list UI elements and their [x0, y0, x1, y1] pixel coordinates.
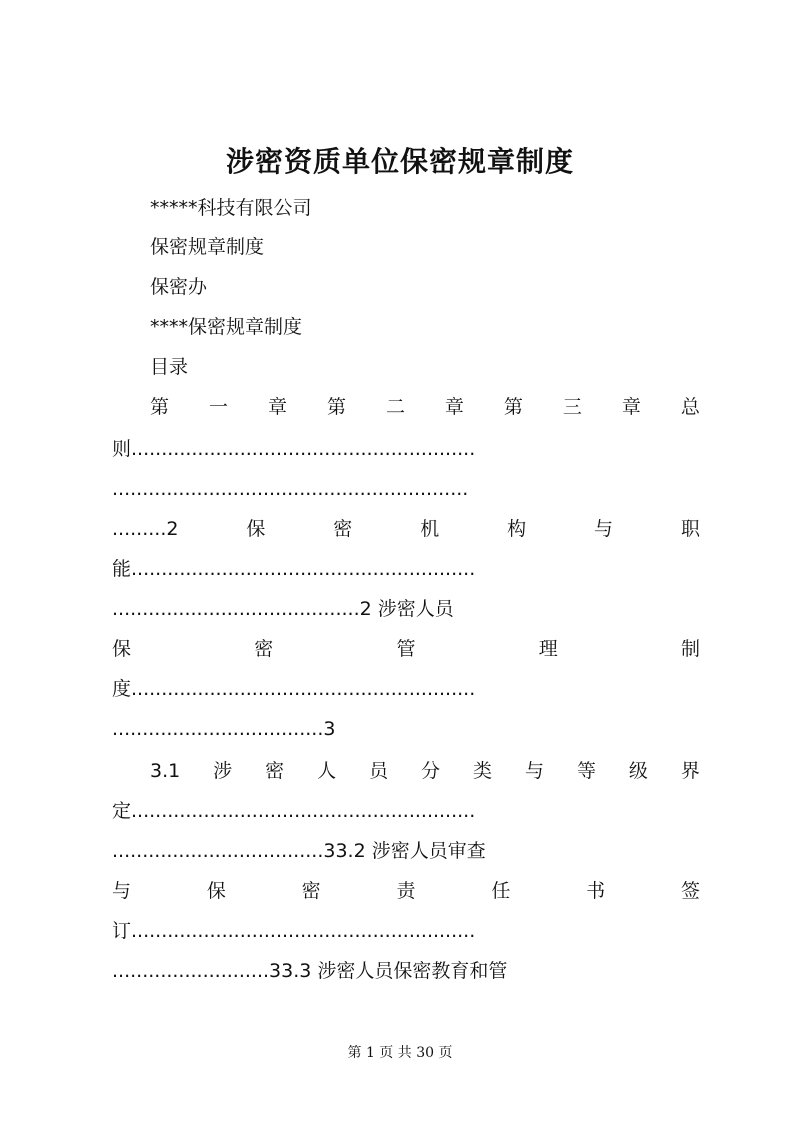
- toc-char: 章: [444, 396, 464, 418]
- toc-line-justified: [112, 511, 700, 547]
- toc-char: 第: [326, 396, 346, 418]
- toc-dots-line: 定.........................................................: [112, 800, 476, 822]
- toc-line-justified: [112, 631, 700, 667]
- toc-char: 第: [150, 396, 170, 418]
- toc-line-justified: [150, 753, 700, 789]
- toc-char: 二: [385, 396, 405, 418]
- toc-char: 构: [507, 518, 527, 540]
- toc-char: 等: [576, 760, 596, 782]
- toc-char: 章: [621, 396, 641, 418]
- toc-char: 类: [473, 760, 493, 782]
- toc-char: 与: [524, 760, 544, 782]
- toc-dots-line: 订.........................................................: [112, 920, 476, 942]
- toc-char: 责: [396, 880, 416, 902]
- toc-char: 涉: [213, 760, 233, 782]
- toc-char: 密: [301, 880, 321, 902]
- text-line: *****科技有限公司: [150, 197, 312, 219]
- toc-char: 章: [267, 396, 287, 418]
- toc-char: 签: [680, 880, 700, 902]
- toc-char: 人: [317, 760, 337, 782]
- toc-dots-line: ..........................33.3 涉密人员保密教育和管: [112, 960, 508, 982]
- toc-char: 密: [265, 760, 285, 782]
- toc-char: 制: [680, 638, 700, 660]
- toc-char: 界: [680, 760, 700, 782]
- toc-char: 书: [586, 880, 606, 902]
- toc-char: 第: [503, 396, 523, 418]
- text-line: 保密办: [150, 276, 208, 298]
- document-title: 涉密资质单位保密规章制度: [225, 145, 574, 178]
- toc-dots-line: 度.........................................................: [112, 678, 476, 700]
- toc-dots-line: 则.........................................................: [112, 438, 476, 460]
- toc-char: 任: [491, 880, 511, 902]
- toc-char: 3.1: [150, 760, 181, 782]
- toc-char: 保: [112, 638, 132, 660]
- toc-char: 总: [680, 396, 700, 418]
- toc-char: 密: [254, 638, 274, 660]
- toc-char: 机: [420, 518, 440, 540]
- toc-char: 员: [369, 760, 389, 782]
- toc-char: 保: [246, 518, 266, 540]
- toc-dots-line: ...........................................................: [112, 478, 469, 500]
- toc-char: 级: [628, 760, 648, 782]
- toc-char: 理: [538, 638, 558, 660]
- toc-dots-line: ...................................33.2 涉密人员审查: [112, 840, 486, 862]
- toc-dots-line: .........................................2 涉密人员: [112, 598, 454, 620]
- toc-dots-line: ...................................3: [112, 718, 336, 740]
- toc-line-justified: [150, 389, 700, 425]
- text-line: 目录: [150, 356, 189, 378]
- toc-char: .........2: [112, 518, 179, 540]
- text-line: 保密规章制度: [150, 236, 265, 258]
- toc-char: 职: [680, 518, 700, 540]
- toc-char: 一: [208, 396, 228, 418]
- toc-char: 与: [112, 880, 132, 902]
- toc-char: 三: [562, 396, 582, 418]
- toc-line-justified: [112, 873, 700, 909]
- page-footer: 第 1 页 共 30 页: [347, 1045, 453, 1061]
- toc-char: 保: [206, 880, 226, 902]
- toc-char: 密: [333, 518, 353, 540]
- toc-char: 管: [396, 638, 416, 660]
- toc-dots-line: 能.........................................................: [112, 558, 476, 580]
- toc-char: 与: [594, 518, 614, 540]
- toc-char: 分: [421, 760, 441, 782]
- text-line: ****保密规章制度: [150, 316, 303, 338]
